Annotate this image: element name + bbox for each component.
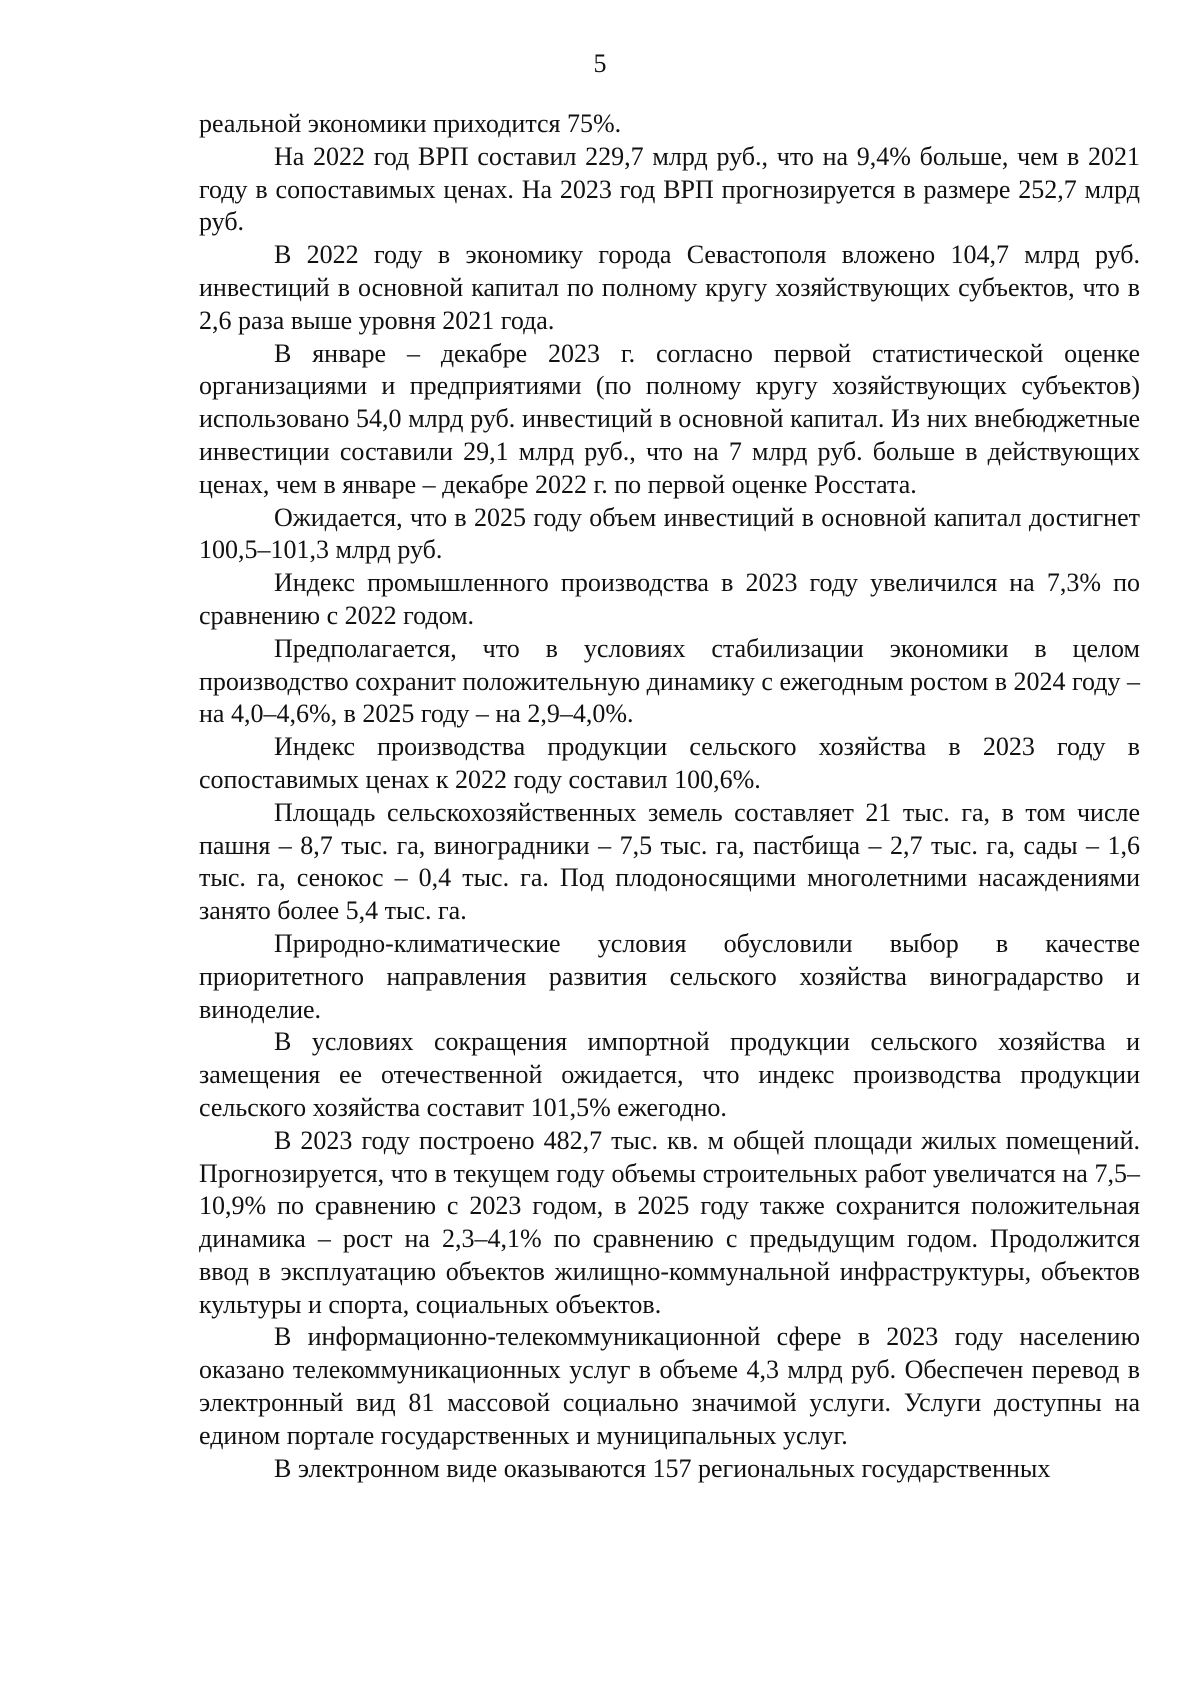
paragraph-investments-2023: В январе – декабре 2023 г. согласно первой статистической оценке организациями и предприятиями (по полному кругу хозяйствующих субъектов) использовано 54,0 млрд руб. инвестиций в основной капитал. Из них внебюджетные инвестиции составили 29,1 млрд руб., что на 7 млрд руб. больше в действующих ценах, чем в январе – декабре 2022 г. по первой оценке Росстата. xyxy=(199,338,1140,499)
paragraph-investments-2022: В 2022 году в экономику города Севастополя вложено 104,7 млрд руб. инвестиций в основной капитал по полному кругу хозяйствующих субъектов, что в 2,6 раза выше уровня 2021 года. xyxy=(199,240,1140,335)
paragraph-agriculture-index: Индекс производства продукции сельского хозяйства в 2023 году в сопоставимых ценах к 2022 году составил 100,6%. xyxy=(199,732,1140,794)
paragraph-investments-forecast: Ожидается, что в 2025 году объем инвестиций в основной капитал достигнет 100,5–101,3 млрд руб. xyxy=(199,502,1140,565)
paragraph-industrial-index: Индекс промышленного производства в 2023 году увеличился на 7,3% по сравнению с 2022 годом. xyxy=(199,568,1140,630)
paragraph-telecom: В информационно-телекоммуникационной сфере в 2023 году населению оказано телекоммуникационных услуг в объеме 4,3 млрд руб. Обеспечен перевод в электронный вид 81 массовой социально значимой услуги. Услуги доступны на едином портале государственных и муниципальных услуг. xyxy=(199,1322,1140,1450)
paragraph-import-substitution: В условиях сокращения импортной продукции сельского хозяйства и замещения ее отечественной ожидается, что индекс производства продукции сельского хозяйства составит 101,5% ежегодно. xyxy=(199,1027,1140,1122)
paragraph-production-forecast: Предполагается, что в условиях стабилизации экономики в целом производство сохранит положительную динамику с ежегодным ростом в 2024 году – на 4,0–4,6%, в 2025 году – на 2,9–4,0%. xyxy=(199,633,1140,729)
paragraph-electronic-services: В электронном виде оказываются 157 региональных государственных xyxy=(274,1453,1051,1483)
paragraph-agricultural-land: Площадь сельскохозяйственных земель составляет 21 тыс. га, в том числе пашня – 8,7 тыс. га, виноградники – 7,5 тыс. га, пастбища – 2,7 тыс. га, сады – 1,6 тыс. га, сенокос – 0,4 тыс. га. Под плодоносящими многолетними насаждениями занято более 5,4 тыс. га. xyxy=(199,797,1140,926)
page-number: 5 xyxy=(593,49,607,78)
paragraph-viticulture: Природно-климатические условия обусловили выбор в качестве приоритетного направления развития сельского хозяйства виноградарство и виноделие. xyxy=(199,928,1140,1024)
document-body xyxy=(199,108,1140,1485)
paragraph-grp: На 2022 год ВРП составил 229,7 млрд руб., что на 9,4% больше, чем в 2021 году в сопоставимых ценах. На 2023 год ВРП прогнозируется в размере 252,7 млрд руб. xyxy=(199,141,1140,237)
paragraph-construction: В 2023 году построено 482,7 тыс. кв. м общей площади жилых помещений. Прогнозируется, что в текущем году объемы строительных работ увеличатся на 7,5–10,9% по сравнению с 2023 годом, в 2025 году также сохранится положительная динамика – рост на 2,3–4,1% по сравнению с предыдущим годом. Продолжится ввод в эксплуатацию объектов жилищно-коммунальной инфраструктуры, объектов культуры и спорта, социальных объектов. xyxy=(199,1125,1140,1319)
paragraph-continuation: реальной экономики приходится 75%. xyxy=(199,109,622,138)
